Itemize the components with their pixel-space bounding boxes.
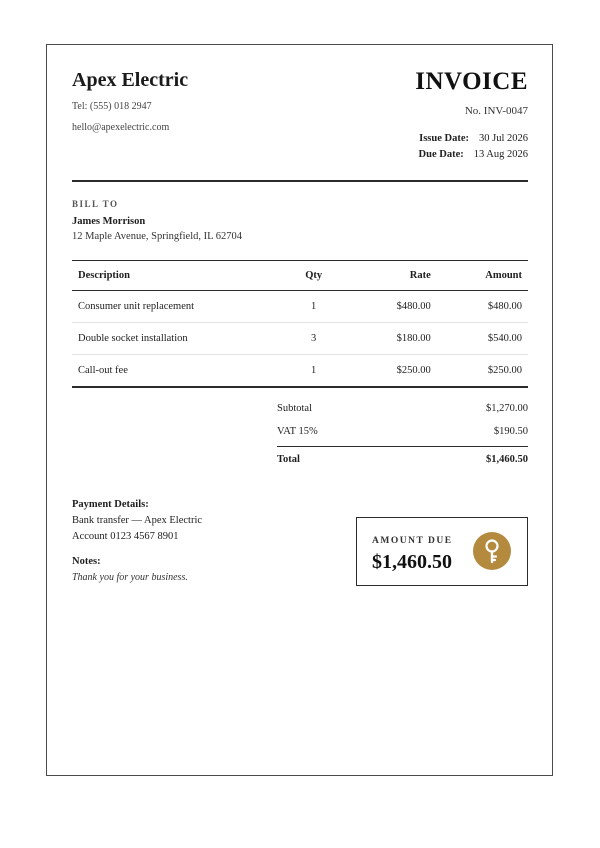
- item-rate: $480.00: [396, 301, 431, 312]
- total-label: Total: [277, 454, 300, 465]
- subtotal-value: $1,270.00: [486, 403, 528, 414]
- key-icon: [473, 532, 511, 570]
- header-divider: [72, 180, 528, 182]
- item-qty: 1: [311, 301, 317, 312]
- item-description: Call-out fee: [78, 365, 128, 376]
- total-row: [277, 454, 528, 465]
- table-row: [72, 355, 528, 388]
- item-rate: $180.00: [396, 333, 431, 344]
- item-description: Double socket installation: [78, 333, 188, 344]
- bill-to-label: BILL TO: [72, 199, 119, 209]
- header-rate: Rate: [409, 270, 431, 281]
- item-amount: $250.00: [487, 365, 522, 376]
- amount-due-value: $1,460.50: [372, 551, 452, 573]
- client-address: 12 Maple Avenue, Springfield, IL 62704: [72, 231, 243, 242]
- table-row: [72, 291, 528, 323]
- payment-details-title: Payment Details:: [72, 499, 149, 510]
- amount-due-box: [356, 517, 528, 586]
- payment-line-account: Account 0123 4567 8901: [72, 531, 179, 542]
- company-phone: Tel: (555) 018 2947: [72, 101, 152, 112]
- item-qty: 1: [311, 365, 317, 376]
- item-amount: $540.00: [487, 333, 522, 344]
- header-amount: Amount: [485, 270, 522, 281]
- issue-date-row: [419, 133, 528, 144]
- notes-title: Notes:: [72, 556, 101, 567]
- item-amount: $480.00: [487, 301, 522, 312]
- notes-text: Thank you for your business.: [72, 572, 188, 583]
- client-name: James Morrison: [72, 216, 146, 227]
- item-description: Consumer unit replacement: [78, 301, 195, 312]
- item-qty: 3: [311, 333, 317, 344]
- due-date-value: 13 Aug 2026: [473, 149, 528, 160]
- totals-divider: [277, 446, 528, 447]
- table-header-row: [72, 261, 528, 291]
- issue-date-label: Issue Date:: [419, 133, 469, 144]
- header-description: Description: [78, 270, 130, 281]
- company-email: hello@apexelectric.com: [72, 122, 170, 133]
- line-items-table: [72, 260, 528, 388]
- issue-date-value: 30 Jul 2026: [478, 133, 528, 144]
- payment-line-bank: Bank transfer — Apex Electric: [72, 515, 203, 526]
- invoice-title: INVOICE: [415, 68, 528, 95]
- due-date-row: [419, 149, 528, 160]
- company-name: Apex Electric: [72, 69, 189, 91]
- vat-label: VAT 15%: [277, 426, 318, 437]
- subtotal-label: Subtotal: [277, 403, 313, 414]
- due-date-label: Due Date:: [418, 149, 464, 160]
- total-value: $1,460.50: [486, 454, 528, 465]
- item-rate: $250.00: [396, 365, 431, 376]
- vat-value: $190.50: [493, 426, 528, 437]
- amount-due-label: AMOUNT DUE: [372, 536, 453, 546]
- invoice-number: No. INV-0047: [464, 105, 528, 117]
- header-qty: Qty: [305, 270, 323, 281]
- vat-row: [277, 426, 528, 437]
- table-row: [72, 323, 528, 355]
- subtotal-row: [277, 403, 528, 414]
